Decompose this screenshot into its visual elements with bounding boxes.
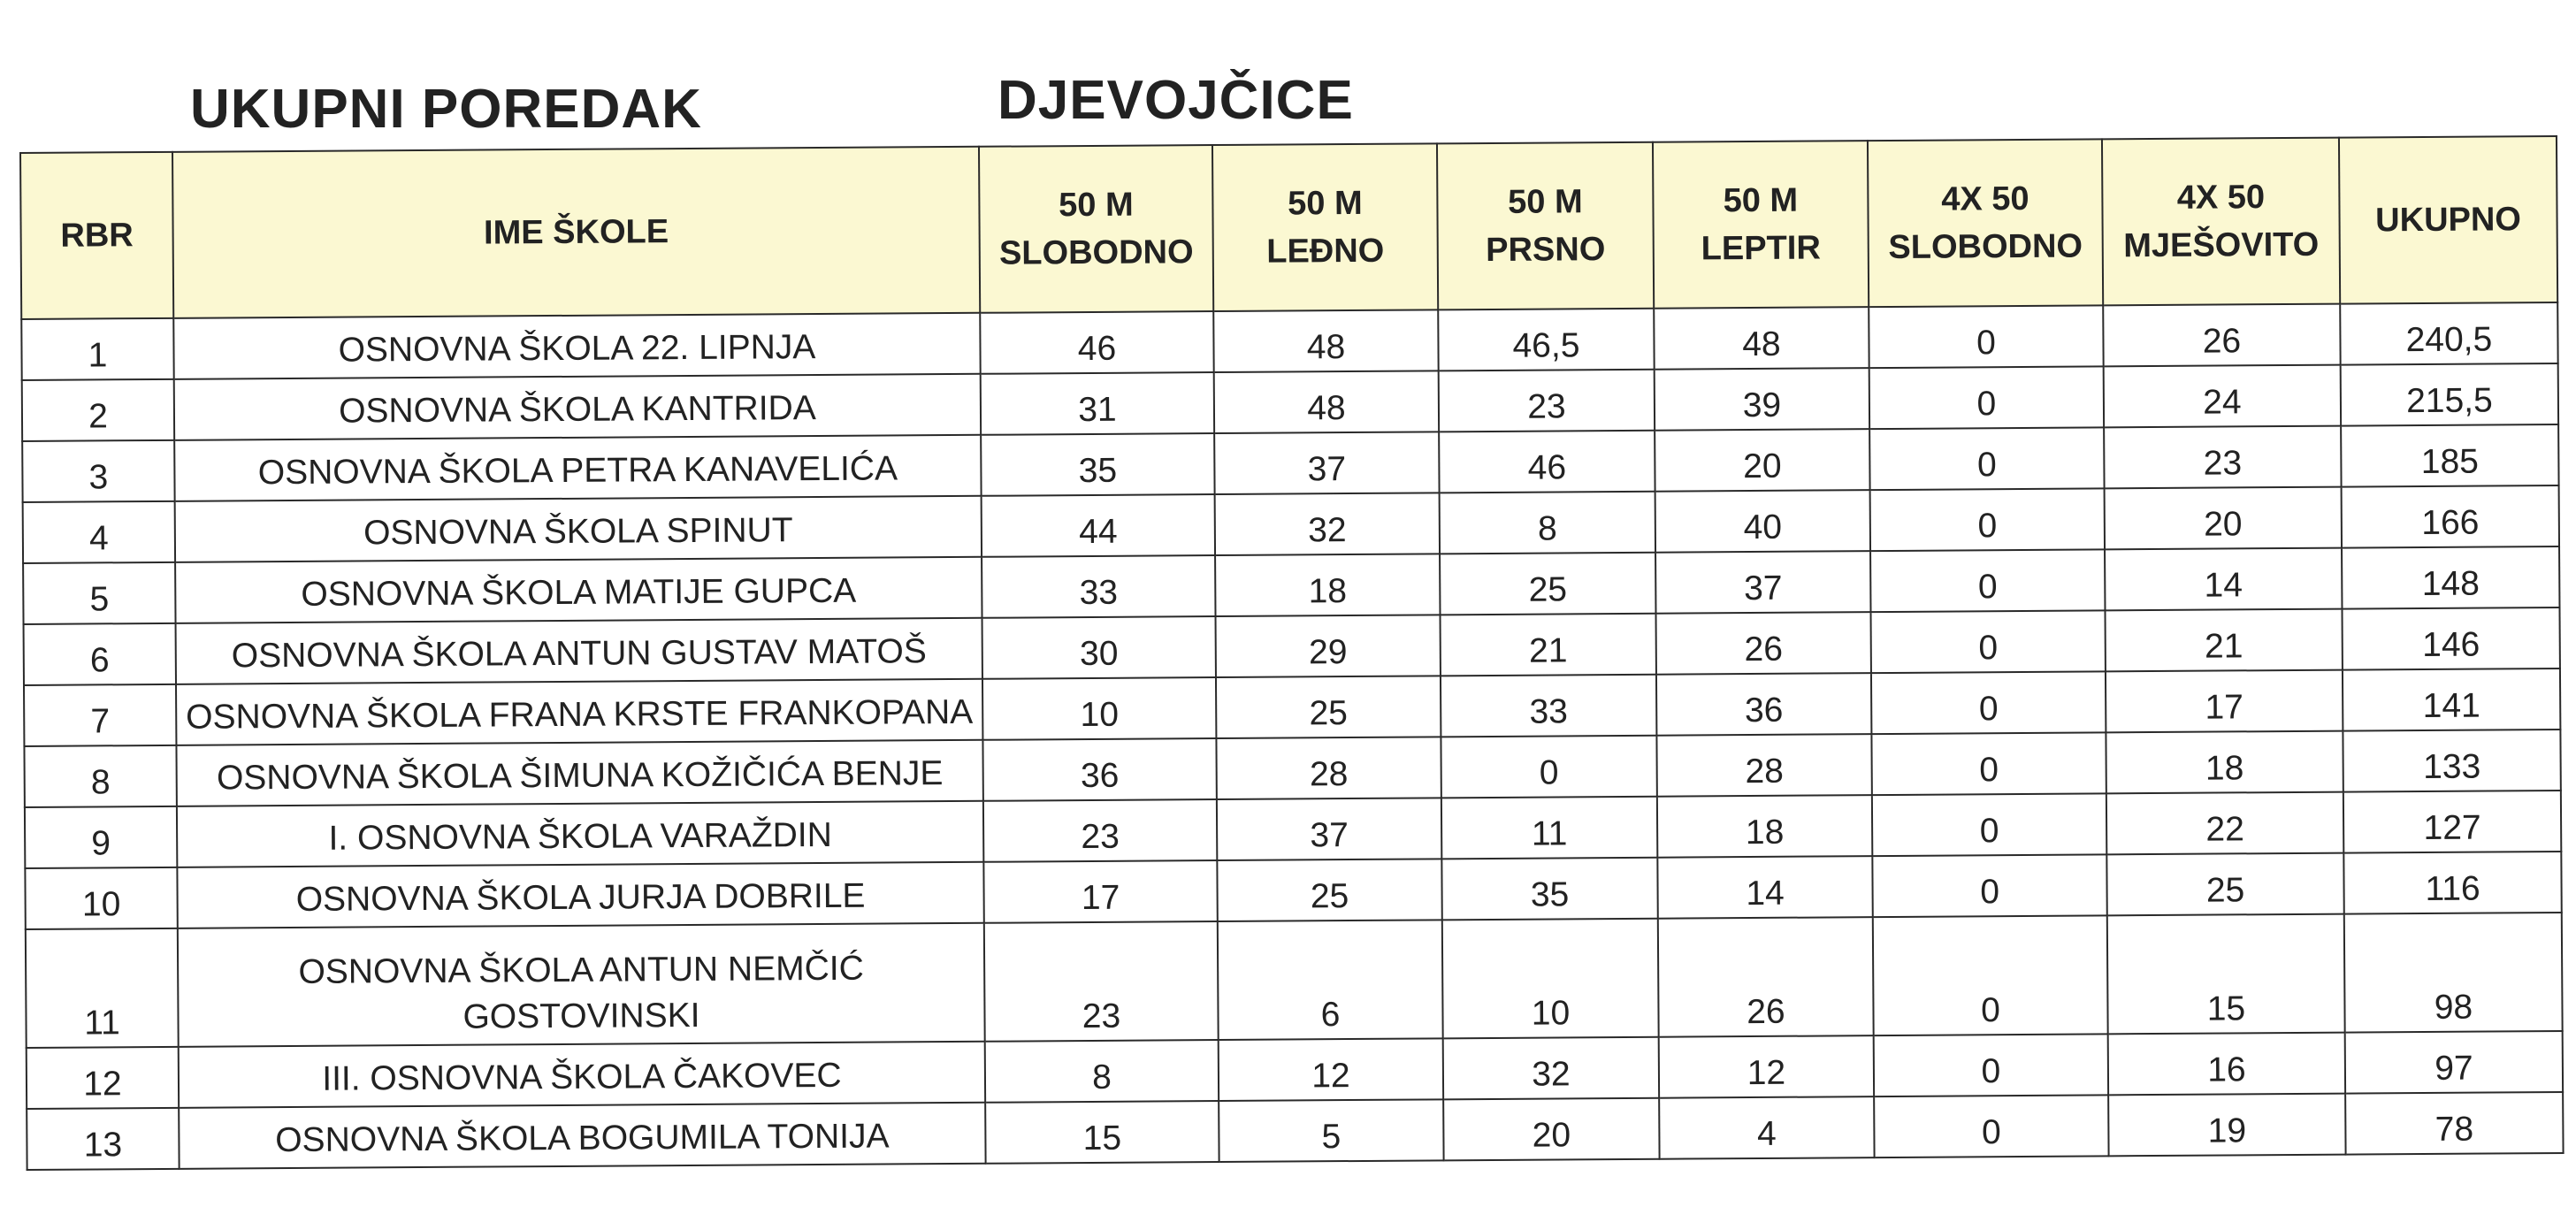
header-50m-breaststroke: [1437, 142, 1654, 310]
rank-cell: 4: [23, 501, 175, 563]
50m-butterfly-cell: 48: [1654, 307, 1869, 370]
50m-backstroke-cell: 28: [1216, 737, 1441, 799]
school-name-line: OSNOVNA ŠKOLA ŠIMUNA KOŽIČIĆA BENJE: [216, 754, 944, 798]
4x50-freestyle-cell: 0: [1869, 427, 2104, 490]
rank-cell: 7: [24, 684, 176, 746]
rank-cell: 1: [21, 318, 173, 380]
school-name-cell: [174, 374, 981, 440]
total-cell: 133: [2343, 730, 2560, 792]
4x50-freestyle-cell: 0: [1869, 366, 2104, 429]
page-title: UKUPNI POREDAK: [190, 79, 702, 140]
4x50-medley-cell: 25: [2106, 853, 2343, 916]
50m-freestyle-cell: 31: [981, 372, 1214, 435]
50m-freestyle-cell: 44: [982, 494, 1215, 557]
4x50-medley-cell: 15: [2107, 914, 2345, 1035]
4x50-medley-cell: 14: [2105, 548, 2342, 611]
50m-breaststroke-cell: 33: [1441, 675, 1656, 737]
rank-cell: 9: [25, 806, 177, 868]
school-name-cell: [173, 313, 980, 379]
50m-backstroke-cell: 25: [1217, 859, 1441, 921]
50m-freestyle-cell: 8: [985, 1040, 1219, 1103]
50m-breaststroke-cell: 46,5: [1438, 309, 1654, 371]
header-label: MJEŠOVITO: [2123, 225, 2320, 265]
school-name-line: OSNOVNA ŠKOLA MATIJE GUPCA: [301, 571, 857, 614]
50m-breaststroke-cell: 11: [1441, 797, 1657, 859]
school-name-line: OSNOVNA ŠKOLA KANTRIDA: [338, 389, 816, 431]
50m-freestyle-cell: 46: [980, 311, 1213, 374]
50m-butterfly-cell: 26: [1658, 917, 1874, 1037]
rank-cell: 2: [22, 379, 174, 441]
50m-butterfly-cell: 37: [1655, 551, 1870, 614]
header-label: LEĐNO: [1266, 232, 1385, 271]
header-label: 4X 50: [2176, 179, 2266, 217]
50m-freestyle-cell: 10: [982, 677, 1216, 740]
header-label: 50 M: [1723, 181, 1799, 220]
header-50m-backstroke: [1212, 143, 1438, 311]
50m-backstroke-cell: 5: [1219, 1099, 1443, 1162]
school-name-cell: [175, 496, 982, 562]
school-name-cell: [174, 435, 981, 501]
header-4x50-freestyle: [1868, 139, 2103, 307]
50m-freestyle-cell: 15: [985, 1101, 1219, 1164]
50m-breaststroke-cell: 21: [1441, 614, 1656, 676]
school-name-line: GOSTOVINSKI: [462, 996, 700, 1036]
50m-butterfly-cell: 20: [1655, 429, 1869, 492]
header-label: 50 M: [1508, 183, 1583, 221]
4x50-freestyle-cell: 0: [1870, 488, 2105, 551]
rank-cell: 11: [26, 928, 179, 1048]
50m-backstroke-cell: 25: [1216, 676, 1441, 738]
school-name-line: OSNOVNA ŠKOLA ANTUN NEMČIĆ: [298, 949, 864, 991]
header-4x50-medley: [2102, 138, 2340, 306]
50m-backstroke-cell: 18: [1215, 554, 1440, 616]
school-name-cell: [176, 618, 982, 684]
header-rbr: [20, 152, 173, 319]
4x50-freestyle-cell: 0: [1871, 732, 2106, 795]
header-row: [20, 136, 2557, 319]
total-cell: 97: [2345, 1031, 2563, 1094]
header-label: RBR: [60, 217, 134, 255]
50m-freestyle-cell: 23: [983, 799, 1217, 862]
header-50m-freestyle: [979, 145, 1213, 313]
50m-breaststroke-cell: 23: [1439, 370, 1655, 432]
total-cell: 141: [2343, 668, 2560, 731]
table-body: [21, 302, 2563, 1170]
4x50-medley-cell: 21: [2105, 609, 2342, 672]
50m-backstroke-cell: 37: [1214, 432, 1439, 494]
50m-butterfly-cell: 28: [1656, 734, 1871, 797]
4x50-medley-cell: 17: [2106, 670, 2343, 733]
4x50-medley-cell: 23: [2104, 426, 2341, 489]
rank-cell: 13: [27, 1108, 179, 1170]
50m-breaststroke-cell: 46: [1439, 431, 1655, 493]
school-name-cell: [175, 557, 982, 623]
50m-breaststroke-cell: 20: [1443, 1098, 1659, 1161]
school-name-cell: [179, 1103, 985, 1169]
4x50-freestyle-cell: 0: [1869, 305, 2103, 368]
4x50-medley-cell: 24: [2104, 365, 2341, 428]
50m-butterfly-cell: 26: [1656, 612, 1871, 675]
50m-backstroke-cell: 48: [1213, 309, 1438, 372]
category-title: DJEVOJČICE: [998, 70, 1354, 131]
header-label: PRSNO: [1486, 231, 1606, 270]
4x50-freestyle-cell: 0: [1870, 610, 2105, 673]
school-name-cell: [177, 801, 983, 867]
header-label: 50 M: [1288, 184, 1363, 223]
50m-butterfly-cell: 4: [1659, 1096, 1874, 1159]
rank-cell: 6: [24, 623, 176, 685]
school-name-cell: [176, 740, 982, 806]
4x50-freestyle-cell: 0: [1871, 671, 2106, 734]
50m-backstroke-cell: 12: [1219, 1038, 1443, 1101]
4x50-freestyle-cell: 0: [1874, 1034, 2108, 1096]
header-label: 50 M: [1059, 186, 1134, 225]
total-cell: 166: [2342, 485, 2559, 548]
school-name-cell: [177, 862, 983, 928]
total-cell: 78: [2345, 1092, 2563, 1155]
50m-butterfly-cell: 14: [1657, 856, 1872, 919]
4x50-freestyle-cell: 0: [1874, 1095, 2108, 1157]
school-name-line: OSNOVNA ŠKOLA ANTUN GUSTAV MATOŠ: [231, 632, 927, 676]
50m-butterfly-cell: 18: [1657, 795, 1872, 858]
50m-butterfly-cell: 39: [1655, 368, 1869, 431]
4x50-freestyle-cell: 0: [1872, 793, 2106, 856]
50m-breaststroke-cell: 10: [1442, 919, 1659, 1039]
50m-butterfly-cell: 12: [1659, 1035, 1874, 1098]
4x50-freestyle-cell: 0: [1870, 549, 2105, 612]
school-name-line: OSNOVNA ŠKOLA FRANA KRSTE FRANKOPANA: [186, 692, 974, 737]
4x50-medley-cell: 22: [2106, 792, 2343, 855]
50m-freestyle-cell: 36: [982, 738, 1216, 801]
school-name-line: OSNOVNA ŠKOLA 22. LIPNJA: [338, 328, 816, 370]
50m-backstroke-cell: 32: [1215, 493, 1440, 555]
header-label: SLOBODNO: [998, 233, 1194, 272]
4x50-medley-cell: 26: [2103, 304, 2340, 367]
total-cell: 185: [2341, 424, 2558, 487]
header-50m-butterfly: [1653, 141, 1869, 309]
50m-backstroke-cell: 48: [1214, 371, 1439, 433]
school-name-line: III. OSNOVNA ŠKOLA ČAKOVEC: [322, 1056, 842, 1098]
header-total: [2339, 136, 2557, 304]
50m-breaststroke-cell: 32: [1443, 1037, 1659, 1100]
rank-cell: 10: [25, 867, 177, 929]
50m-freestyle-cell: 17: [983, 860, 1217, 923]
total-cell: 127: [2343, 791, 2561, 853]
4x50-medley-cell: 18: [2106, 731, 2343, 794]
school-name-line: OSNOVNA ŠKOLA PETRA KANAVELIĆA: [257, 449, 898, 493]
header-label: UKUPNO: [2375, 201, 2522, 240]
header-label: 4X 50: [1941, 180, 2029, 218]
50m-freestyle-cell: 33: [982, 555, 1215, 618]
school-name-line: I. OSNOVNA ŠKOLA VARAŽDIN: [328, 815, 832, 858]
50m-freestyle-cell: 23: [984, 921, 1219, 1042]
4x50-medley-cell: 20: [2105, 487, 2342, 550]
table-row: [26, 913, 2563, 1048]
school-name-cell: [179, 1042, 985, 1108]
header-label: SLOBODNO: [1888, 227, 2083, 266]
50m-breaststroke-cell: 35: [1441, 858, 1657, 921]
header-label: IME ŠKOLE: [483, 213, 669, 252]
50m-backstroke-cell: 29: [1216, 615, 1441, 677]
rank-cell: 3: [22, 440, 174, 502]
school-name-cell: [176, 679, 982, 745]
rank-cell: 8: [24, 745, 176, 807]
total-cell: 240,5: [2340, 302, 2557, 365]
4x50-freestyle-cell: 0: [1873, 915, 2108, 1035]
4x50-freestyle-cell: 0: [1872, 854, 2106, 917]
50m-breaststroke-cell: 0: [1441, 736, 1656, 798]
50m-backstroke-cell: 37: [1217, 798, 1441, 860]
school-name-line: OSNOVNA ŠKOLA BOGUMILA TONIJA: [275, 1117, 890, 1160]
total-cell: 98: [2344, 913, 2563, 1033]
total-cell: 215,5: [2341, 363, 2558, 426]
school-name-line: OSNOVNA ŠKOLA JURJA DOBRILE: [295, 876, 866, 919]
header-school-name: [172, 147, 980, 318]
50m-breaststroke-cell: 8: [1440, 492, 1655, 554]
school-name-cell: [178, 923, 985, 1047]
50m-backstroke-cell: 6: [1218, 920, 1443, 1040]
header-label: LEPTIR: [1701, 229, 1821, 268]
results-table: [19, 135, 2565, 1171]
total-cell: 116: [2343, 852, 2561, 914]
50m-butterfly-cell: 40: [1655, 490, 1870, 553]
rank-cell: 12: [27, 1047, 179, 1109]
school-name-line: OSNOVNA ŠKOLA SPINUT: [363, 511, 793, 553]
50m-freestyle-cell: 35: [981, 433, 1214, 496]
total-cell: 146: [2342, 607, 2559, 670]
4x50-medley-cell: 16: [2108, 1033, 2345, 1096]
50m-breaststroke-cell: 25: [1440, 553, 1655, 615]
rank-cell: 5: [23, 562, 175, 624]
total-cell: 148: [2342, 546, 2559, 609]
50m-butterfly-cell: 36: [1656, 673, 1871, 736]
4x50-medley-cell: 19: [2108, 1094, 2345, 1157]
50m-freestyle-cell: 30: [982, 616, 1216, 679]
